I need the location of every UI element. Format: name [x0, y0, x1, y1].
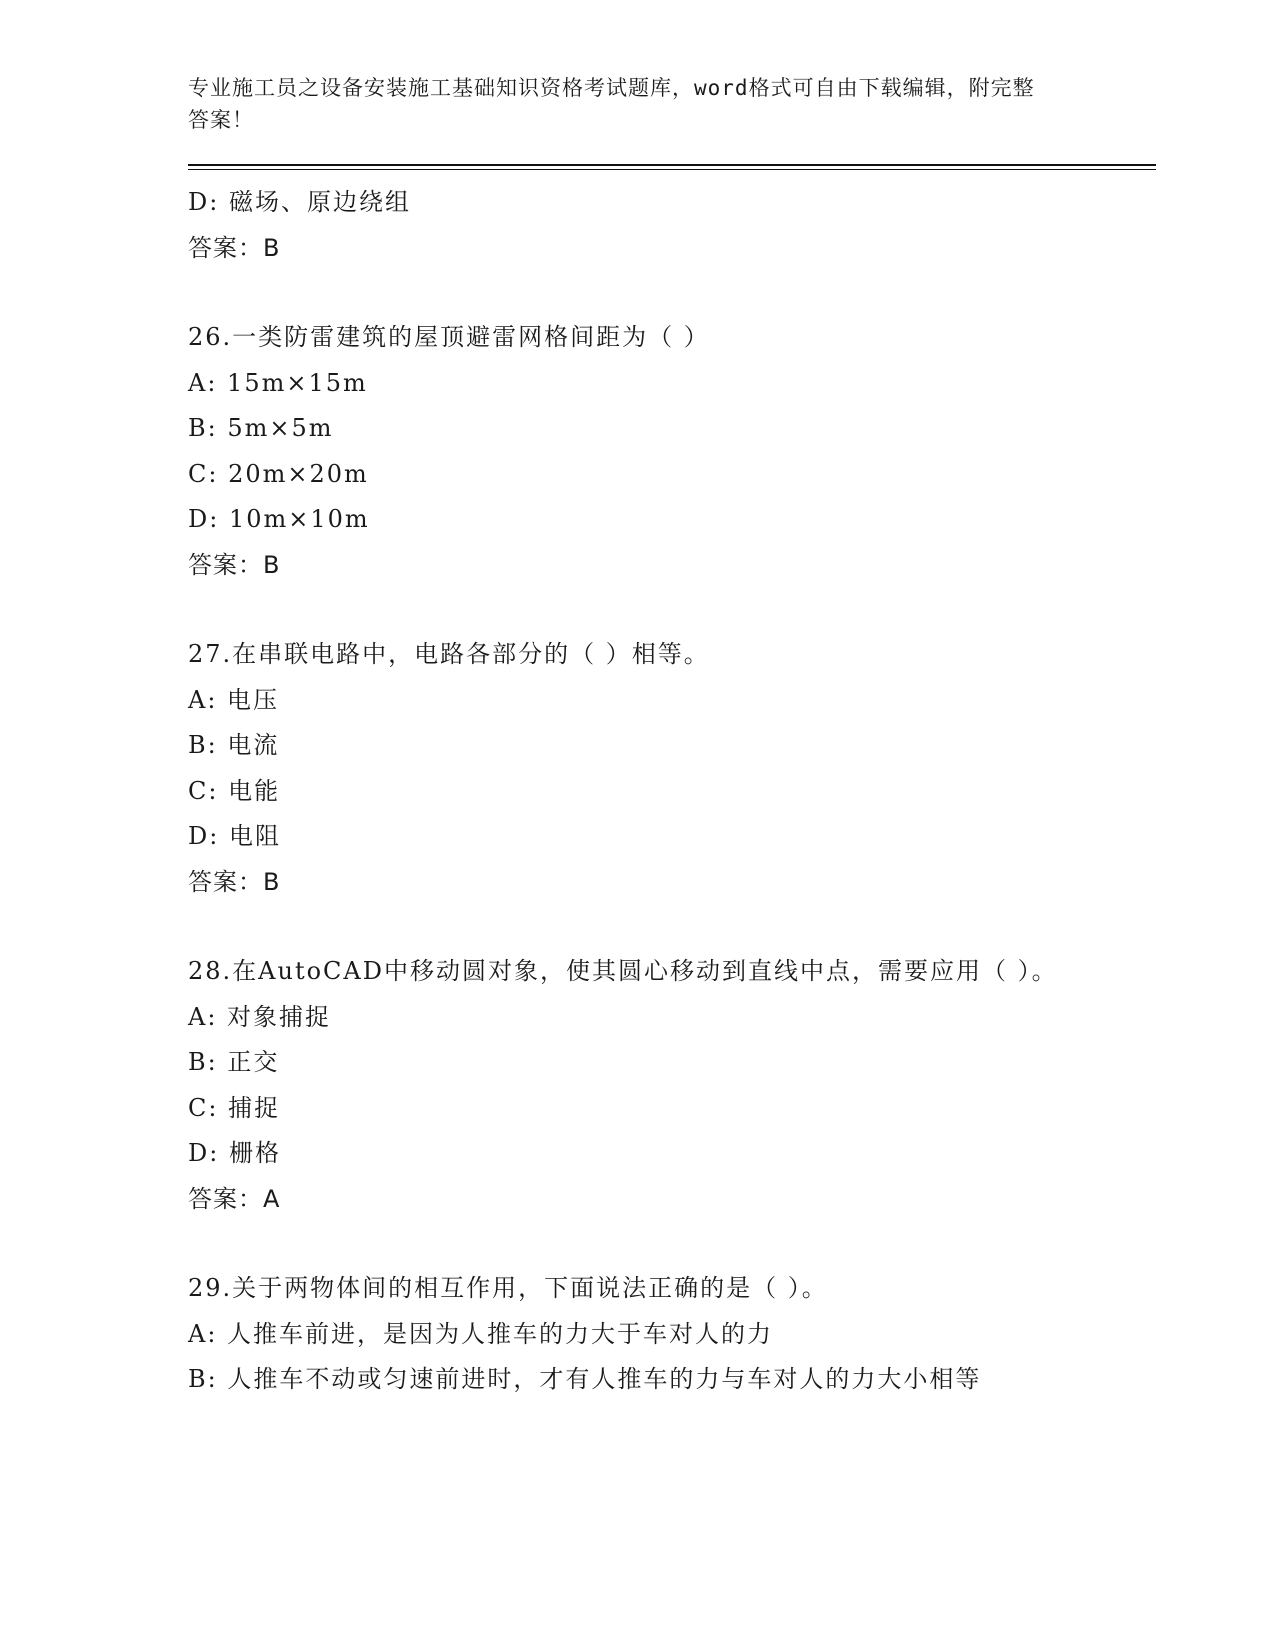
option-a: A: 15m×15m [188, 368, 368, 397]
question-27 [188, 632, 1188, 905]
option-a: A: 对象捕捉 [188, 1002, 332, 1031]
header-divider [188, 164, 1156, 170]
option-b: B: 正交 [188, 1048, 280, 1076]
answer-label: 答案：A [188, 1184, 281, 1213]
option-c: C: 电能 [188, 776, 281, 805]
option-d: D: 电阻 [188, 822, 281, 850]
option-b: B: 5m×5m [188, 414, 334, 442]
answer-label: 答案：B [188, 867, 281, 896]
answer-label: 答案：B [188, 233, 281, 262]
question-29 [188, 1266, 1188, 1403]
option-d: D: 10m×10m [188, 505, 370, 533]
question-stem: 27.在串联电路中，电路各部分的（ ）相等。 [188, 640, 710, 668]
option-a: A: 人推车前进，是因为人推车的力大于车对人的力 [188, 1319, 774, 1348]
option-c: C: 20m×20m [188, 459, 369, 488]
option-b: B: 人推车不动或匀速前进时，才有人推车的力与车对人的力大小相等 [188, 1365, 982, 1393]
question-stem: 28.在AutoCAD中移动圆对象，使其圆心移动到直线中点，需要应用（ ）。 [188, 957, 1058, 985]
option-c: C: 捕捉 [188, 1093, 281, 1122]
question-stem: 29.关于两物体间的相互作用，下面说法正确的是（ ）。 [188, 1274, 828, 1302]
answer-label: 答案：B [188, 550, 281, 579]
document-header: 专业施工员之设备安装施工基础知识资格考试题库，word格式可自由下载编辑，附完整答案！ [188, 76, 1035, 132]
question-stem: 26.一类防雷建筑的屋顶避雷网格间距为（ ） [188, 323, 710, 351]
question-list [188, 180, 1188, 1403]
question-28 [188, 949, 1188, 1222]
document-page [188, 72, 1188, 1403]
option-b: B: 电流 [188, 731, 280, 759]
option-d: D: 栅格 [188, 1139, 281, 1167]
option-d: D: 磁场、原边绕组 [188, 188, 411, 216]
option-a: A: 电压 [188, 685, 280, 714]
question-26 [188, 315, 1188, 588]
